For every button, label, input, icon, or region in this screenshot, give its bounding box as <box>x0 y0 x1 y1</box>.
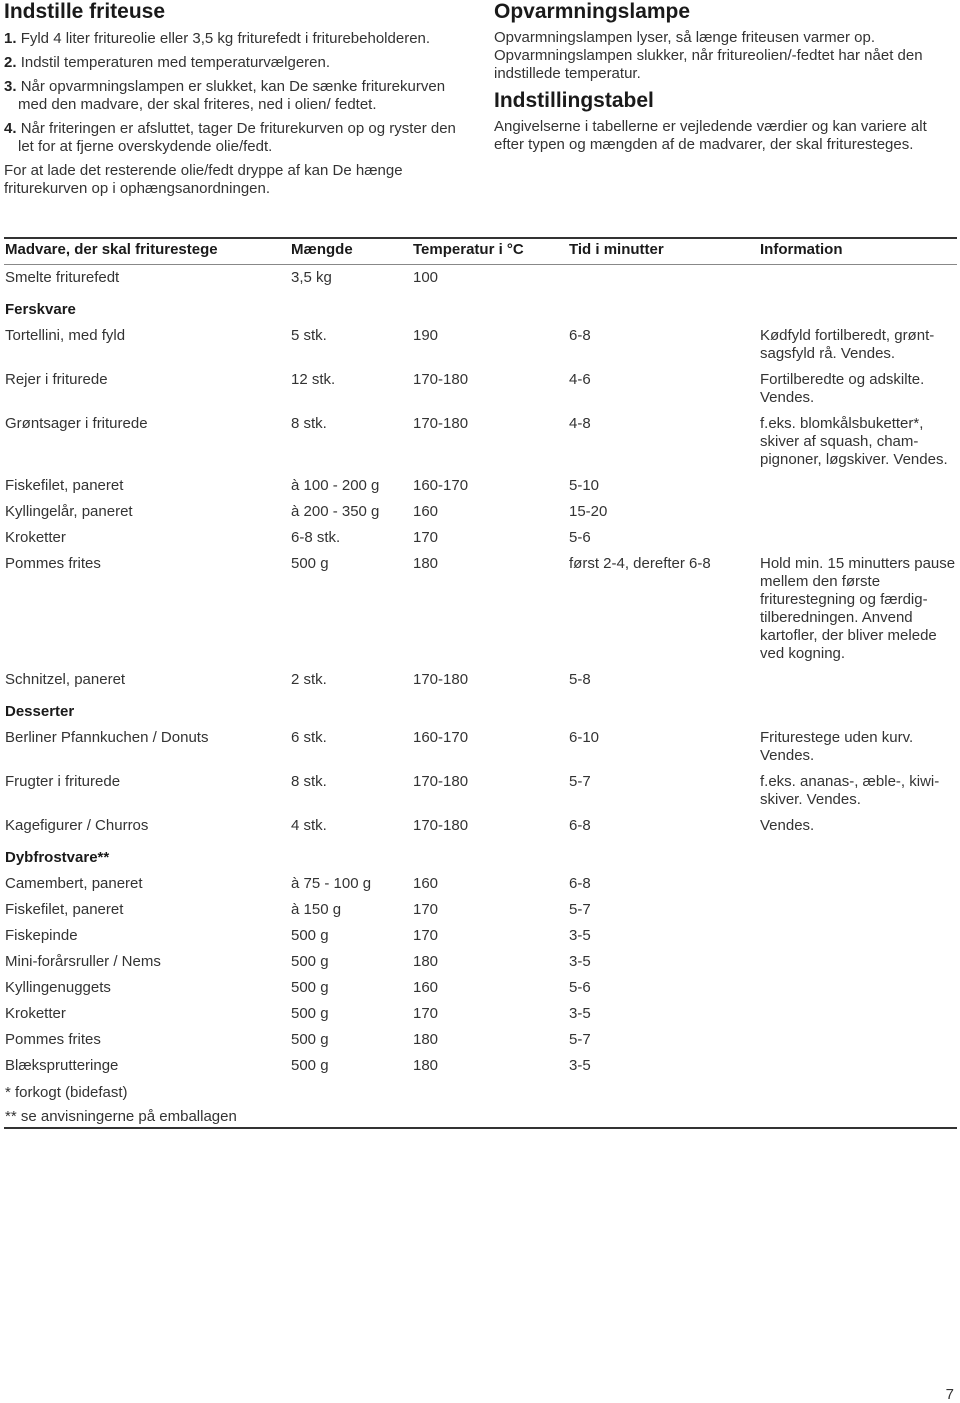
temperature-cell: 180 <box>413 952 439 970</box>
section-heading-settings-table: Indstillingstabel <box>494 89 654 112</box>
quantity-cell: 500 g <box>291 978 329 996</box>
time-cell: 4-6 <box>569 370 591 388</box>
header-food: Madvare, der skal friturestege <box>4 238 290 264</box>
quantity-cell: 8 stk. <box>291 414 327 432</box>
step-item <box>4 120 474 156</box>
quantity-cell: 500 g <box>291 554 329 572</box>
food-cell: Smelte friturefedt <box>5 268 120 286</box>
time-cell: 5-7 <box>569 772 591 790</box>
table-row <box>4 949 957 975</box>
quantity-cell: 12 stk. <box>291 370 336 388</box>
temperature-cell: 170-180 <box>413 670 469 688</box>
table-row <box>4 551 957 667</box>
food-cell: Pommes frites <box>5 1030 101 1048</box>
footnote-row <box>4 1079 957 1103</box>
table-row <box>4 975 957 1001</box>
info-cell <box>759 1053 957 1079</box>
category-label: Dybfrostvare** <box>5 848 110 866</box>
temperature-cell: 170 <box>413 1004 439 1022</box>
food-cell: Fiskefilet, paneret <box>5 900 124 918</box>
time-cell: 3-5 <box>569 926 591 944</box>
temperature-cell: 160 <box>413 874 439 892</box>
footnote-2: ** se anvisningerne på emballagen <box>4 1103 957 1128</box>
time-cell: 3-5 <box>569 1004 591 1022</box>
time-cell: 6-8 <box>569 326 591 344</box>
step-text: Fyld 4 liter fritureolie eller 3,5 kg friturefedt i friturebeholderen. <box>20 30 431 47</box>
time-cell: 5-10 <box>569 476 600 494</box>
category-label: Ferskvare <box>5 300 76 318</box>
info-cell <box>759 1027 957 1053</box>
temperature-cell: 170-180 <box>413 370 469 388</box>
info-cell <box>759 897 957 923</box>
fresh-rows <box>4 323 957 693</box>
food-cell: Rejer i friturede <box>5 370 108 388</box>
food-cell: Kyllingelår, paneret <box>5 502 133 520</box>
info-cell <box>759 499 957 525</box>
footnotes <box>4 1079 957 1128</box>
info-cell <box>759 871 957 897</box>
table-row <box>4 923 957 949</box>
page-number: 7 <box>945 1386 954 1403</box>
settings-table <box>4 237 957 1129</box>
food-cell: Kyllingenuggets <box>5 978 111 996</box>
table-row <box>4 897 957 923</box>
step-item <box>4 30 474 48</box>
info-cell <box>759 473 957 499</box>
food-cell: Schnitzel, paneret <box>5 670 126 688</box>
table-row <box>4 264 957 291</box>
dessert-rows <box>4 725 957 839</box>
quantity-cell: 3,5 kg <box>291 268 332 286</box>
category-row-fresh <box>4 291 957 323</box>
food-cell: Kagefigurer / Churros <box>5 816 149 834</box>
header-temperature: Temperatur i °C <box>412 238 568 264</box>
table-row <box>4 367 957 411</box>
table-row <box>4 1053 957 1079</box>
temperature-cell: 180 <box>413 1030 439 1048</box>
quantity-cell: 500 g <box>291 1056 329 1074</box>
step-item <box>4 78 474 114</box>
food-cell: Kroketter <box>5 528 66 546</box>
table-row <box>4 769 957 813</box>
section-heading-setup: Indstille friteuse <box>4 0 166 23</box>
footnote-1: * forkogt (bidefast) <box>5 1083 128 1101</box>
time-cell: først 2-4, derefter 6-8 <box>569 554 711 572</box>
quantity-cell: à 100 - 200 g <box>291 476 380 494</box>
time-cell: 5-7 <box>569 900 591 918</box>
time-cell: 5-7 <box>569 1030 591 1048</box>
time-cell: 5-6 <box>569 978 591 996</box>
table-row <box>4 1027 957 1053</box>
temperature-cell: 170-180 <box>413 414 469 432</box>
info-cell: Fortilberedte og adskilte. Vendes. <box>760 370 925 406</box>
temperature-cell: 170 <box>413 900 439 918</box>
food-cell: Pommes frites <box>5 554 101 572</box>
info-cell: Hold min. 15 minutters pause mellem den første friturestegning og færdigtilberedningen. Anvend kartofler, der bliver melede ved kogning. <box>760 554 956 662</box>
temperature-cell: 160 <box>413 502 439 520</box>
quantity-cell: 4 stk. <box>291 816 327 834</box>
info-cell <box>759 667 957 693</box>
hang-basket-note: For at lade det resterende olie/fedt dryppe af kan De hænge friturekurven op i ophængsanordningen. <box>4 162 403 197</box>
time-cell: 5-6 <box>569 528 591 546</box>
info-cell <box>759 975 957 1001</box>
step-text: Indstil temperaturen med temperaturvælgeren. <box>20 54 331 71</box>
quantity-cell: 2 stk. <box>291 670 327 688</box>
info-cell <box>759 1001 957 1027</box>
info-cell <box>759 264 957 291</box>
temperature-cell: 180 <box>413 554 439 572</box>
quantity-cell: 500 g <box>291 926 329 944</box>
temperature-cell: 190 <box>413 326 439 344</box>
table-row <box>4 1001 957 1027</box>
food-cell: Mini-forårsruller / Nems <box>5 952 161 970</box>
time-cell: 6-8 <box>569 874 591 892</box>
food-cell: Kroketter <box>5 1004 66 1022</box>
info-cell <box>759 923 957 949</box>
food-cell: Fiskepinde <box>5 926 78 944</box>
time-cell: 4-8 <box>569 414 591 432</box>
time-cell: 6-8 <box>569 816 591 834</box>
quantity-cell: 6-8 stk. <box>291 528 341 546</box>
header-quantity: Mængde <box>290 238 412 264</box>
heating-lamp-text: Opvarmningslampen lyser, så længe friteusen varmer op. Opvarmningslampen slukker, når fritureolien/-fedtet har nået den indstillede temperatur. <box>494 29 923 82</box>
table-row <box>4 871 957 897</box>
temperature-cell: 170 <box>413 528 439 546</box>
quantity-cell: 8 stk. <box>291 772 327 790</box>
temperature-cell: 170 <box>413 926 439 944</box>
category-row-frozen <box>4 839 957 871</box>
right-column <box>494 0 956 154</box>
info-cell: Vendes. <box>760 816 815 834</box>
quantity-cell: à 75 - 100 g <box>291 874 372 892</box>
temperature-cell: 180 <box>413 1056 439 1074</box>
step-number: 2. <box>4 54 17 71</box>
temperature-cell: 170-180 <box>413 772 469 790</box>
quantity-cell: 6 stk. <box>291 728 327 746</box>
frozen-category <box>4 839 957 871</box>
step-item <box>4 54 474 72</box>
table-header-row <box>4 238 957 264</box>
info-cell <box>759 525 957 551</box>
table-body <box>4 264 957 323</box>
table-row <box>4 725 957 769</box>
time-cell: 15-20 <box>569 502 608 520</box>
step-number: 4. <box>4 120 17 137</box>
info-cell: f.eks. blomkålsbuketter*, skiver af squash, champignoner, løgskiver. Vendes. <box>760 414 948 468</box>
temperature-cell: 160-170 <box>413 728 469 746</box>
quantity-cell: 500 g <box>291 1030 329 1048</box>
time-cell: 3-5 <box>569 1056 591 1074</box>
step-number: 3. <box>4 78 17 95</box>
food-cell: Berliner Pfannkuchen / Donuts <box>5 728 209 746</box>
time-cell: 5-8 <box>569 670 591 688</box>
header-time: Tid i minutter <box>568 238 759 264</box>
time-cell: 3-5 <box>569 952 591 970</box>
info-cell: Friturestege uden kurv. Vendes. <box>760 728 914 764</box>
table-row <box>4 525 957 551</box>
settings-table-text: Angivelserne i tabellerne er vejledende værdier og kan variere alt efter typen og mængden af de madvarer, der skal frituresteges. <box>494 118 927 153</box>
food-cell: Grøntsager i friturede <box>5 414 148 432</box>
info-cell: f.eks. ananas-, æble-, kiwiskiver. Vendes. <box>760 772 940 808</box>
frozen-rows <box>4 871 957 1079</box>
table-row <box>4 813 957 839</box>
table-row <box>4 499 957 525</box>
left-column <box>4 0 474 198</box>
temperature-cell: 160-170 <box>413 476 469 494</box>
quantity-cell: 5 stk. <box>291 326 327 344</box>
time-cell <box>568 264 759 291</box>
temperature-cell: 160 <box>413 978 439 996</box>
food-cell: Tortellini, med fyld <box>5 326 126 344</box>
header-information: Information <box>759 238 957 264</box>
quantity-cell: 500 g <box>291 1004 329 1022</box>
table-row <box>4 667 957 693</box>
footnote-row <box>4 1103 957 1128</box>
step-text: Når opvarmningslampen er slukket, kan De sænke friturekurven med den madvare, der skal friteres, ned i olien/ fedtet. <box>18 78 446 113</box>
table-row <box>4 411 957 473</box>
quantity-cell: 500 g <box>291 952 329 970</box>
quantity-cell: à 150 g <box>291 900 342 918</box>
steps-list <box>4 30 474 156</box>
food-cell: Camembert, paneret <box>5 874 143 892</box>
temperature-cell: 100 <box>413 268 439 286</box>
dessert-category <box>4 693 957 725</box>
step-number: 1. <box>4 30 17 47</box>
category-label: Desserter <box>5 702 75 720</box>
temperature-cell: 170-180 <box>413 816 469 834</box>
time-cell: 6-10 <box>569 728 600 746</box>
table-row <box>4 323 957 367</box>
food-cell: Frugter i friturede <box>5 772 121 790</box>
info-cell: Kødfyld fortilberedt, grøntsagsfyld rå. Vendes. <box>760 326 935 362</box>
info-cell <box>759 949 957 975</box>
step-text: Når friteringen er afsluttet, tager De friturekurven op og ryster den let for at fjerne overskydende olie/fedt. <box>18 120 456 155</box>
food-cell: Blæksprutteringe <box>5 1056 119 1074</box>
food-cell: Fiskefilet, paneret <box>5 476 124 494</box>
section-heading-heating-lamp: Opvarmningslampe <box>494 0 691 23</box>
table-row <box>4 473 957 499</box>
category-row-desserts <box>4 693 957 725</box>
quantity-cell: à 200 - 350 g <box>291 502 380 520</box>
